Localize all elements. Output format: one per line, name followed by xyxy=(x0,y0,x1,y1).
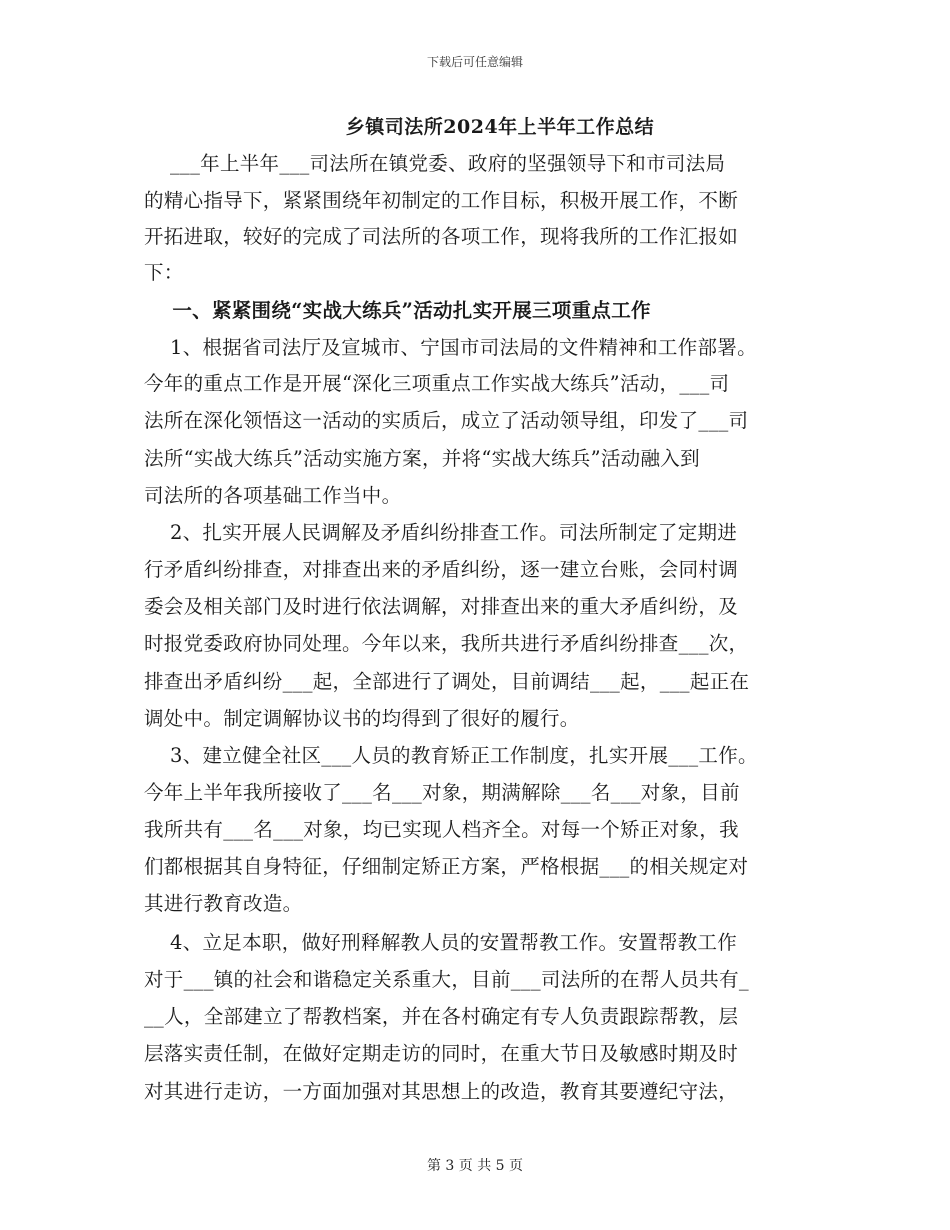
body-line: 1、根据省司法厅及宣城市、宁国市司法局的文件精神和工作部署。 xyxy=(144,336,757,359)
body-line: 今年的重点工作是开展“深化三项重点工作实战大练兵”活动，___司 xyxy=(144,372,730,395)
header-note: 下载后可任意编辑 xyxy=(426,55,523,69)
body-line: 我所共有___名___对象，均已实现人档齐全。对每一个矫正对象，我 xyxy=(144,818,739,841)
body-line: 2、扎实开展人民调解及矛盾纠纷排查工作。司法所制定了定期进 xyxy=(144,521,738,544)
body-line: 层落实责任制，在做好定期走访的同时，在重大节日及敏感时期及时 xyxy=(144,1042,739,1065)
body-line: 时报党委政府协同处理。今年以来，我所共进行矛盾纠纷排查___次， xyxy=(144,632,749,655)
body-line: 对于___镇的社会和谐稳定关系重大，目前___司法所的在帮人员共有_ xyxy=(144,968,749,991)
body-line: 3、建立健全社区___人员的教育矫正工作制度，扎实开展___工作。 xyxy=(144,744,758,767)
body-line: 开拓进取，较好的完成了司法所的各项工作，现将我所的工作汇报如 xyxy=(144,225,739,248)
body-line: ___年上半年___司法所在镇党委、政府的坚强领导下和市司法局 xyxy=(144,152,726,175)
body-line: 排查出矛盾纠纷___起，全部进行了调处，目前调结___起，___起正在 xyxy=(144,670,750,693)
section-heading: 一、紧紧围绕“实战大练兵”活动扎实开展三项重点工作 xyxy=(144,299,651,322)
body-line: 其进行教育改造。 xyxy=(144,892,303,915)
body-line: 行矛盾纠纷排查，对排查出来的矛盾纠纷，逐一建立台账，会同村调 xyxy=(144,558,739,581)
body-line: 下： xyxy=(144,261,184,284)
page-footer: 第 3 页 共 5 页 xyxy=(426,1158,524,1174)
body-line: 们都根据其自身特征，仔细制定矫正方案，严格根据___的相关规定对 xyxy=(144,855,749,878)
body-line: 调处中。制定调解协议书的均得到了很好的履行。 xyxy=(144,707,580,730)
body-line: 委会及相关部门及时进行依法调解，对排查出来的重大矛盾纠纷，及 xyxy=(144,595,739,618)
body-line: __人，全部建立了帮教档案，并在各村确定有专人负责跟踪帮教，层 xyxy=(144,1005,739,1028)
body-line: 法所“实战大练兵”活动实施方案，并将“实战大练兵”活动融入到 xyxy=(144,447,700,470)
body-line: 今年上半年我所接收了___名___对象，期满解除___名___对象，目前 xyxy=(144,781,740,804)
body-line: 对其进行走访，一方面加强对其思想上的改造，教育其要遵纪守法， xyxy=(144,1080,739,1103)
body-line: 法所在深化领悟这一活动的实质后，成立了活动领导组，印发了___司 xyxy=(144,409,749,432)
body-line: 司法所的各项基础工作当中。 xyxy=(144,484,402,507)
body-line: 4、立足本职，做好刑释解教人员的安置帮教工作。安置帮教工作 xyxy=(144,931,738,954)
document-title: 乡镇司法所2024年上半年工作总结 xyxy=(345,116,655,138)
body-line: 的精心指导下，紧紧围绕年初制定的工作目标，积极开展工作，不断 xyxy=(144,189,739,212)
